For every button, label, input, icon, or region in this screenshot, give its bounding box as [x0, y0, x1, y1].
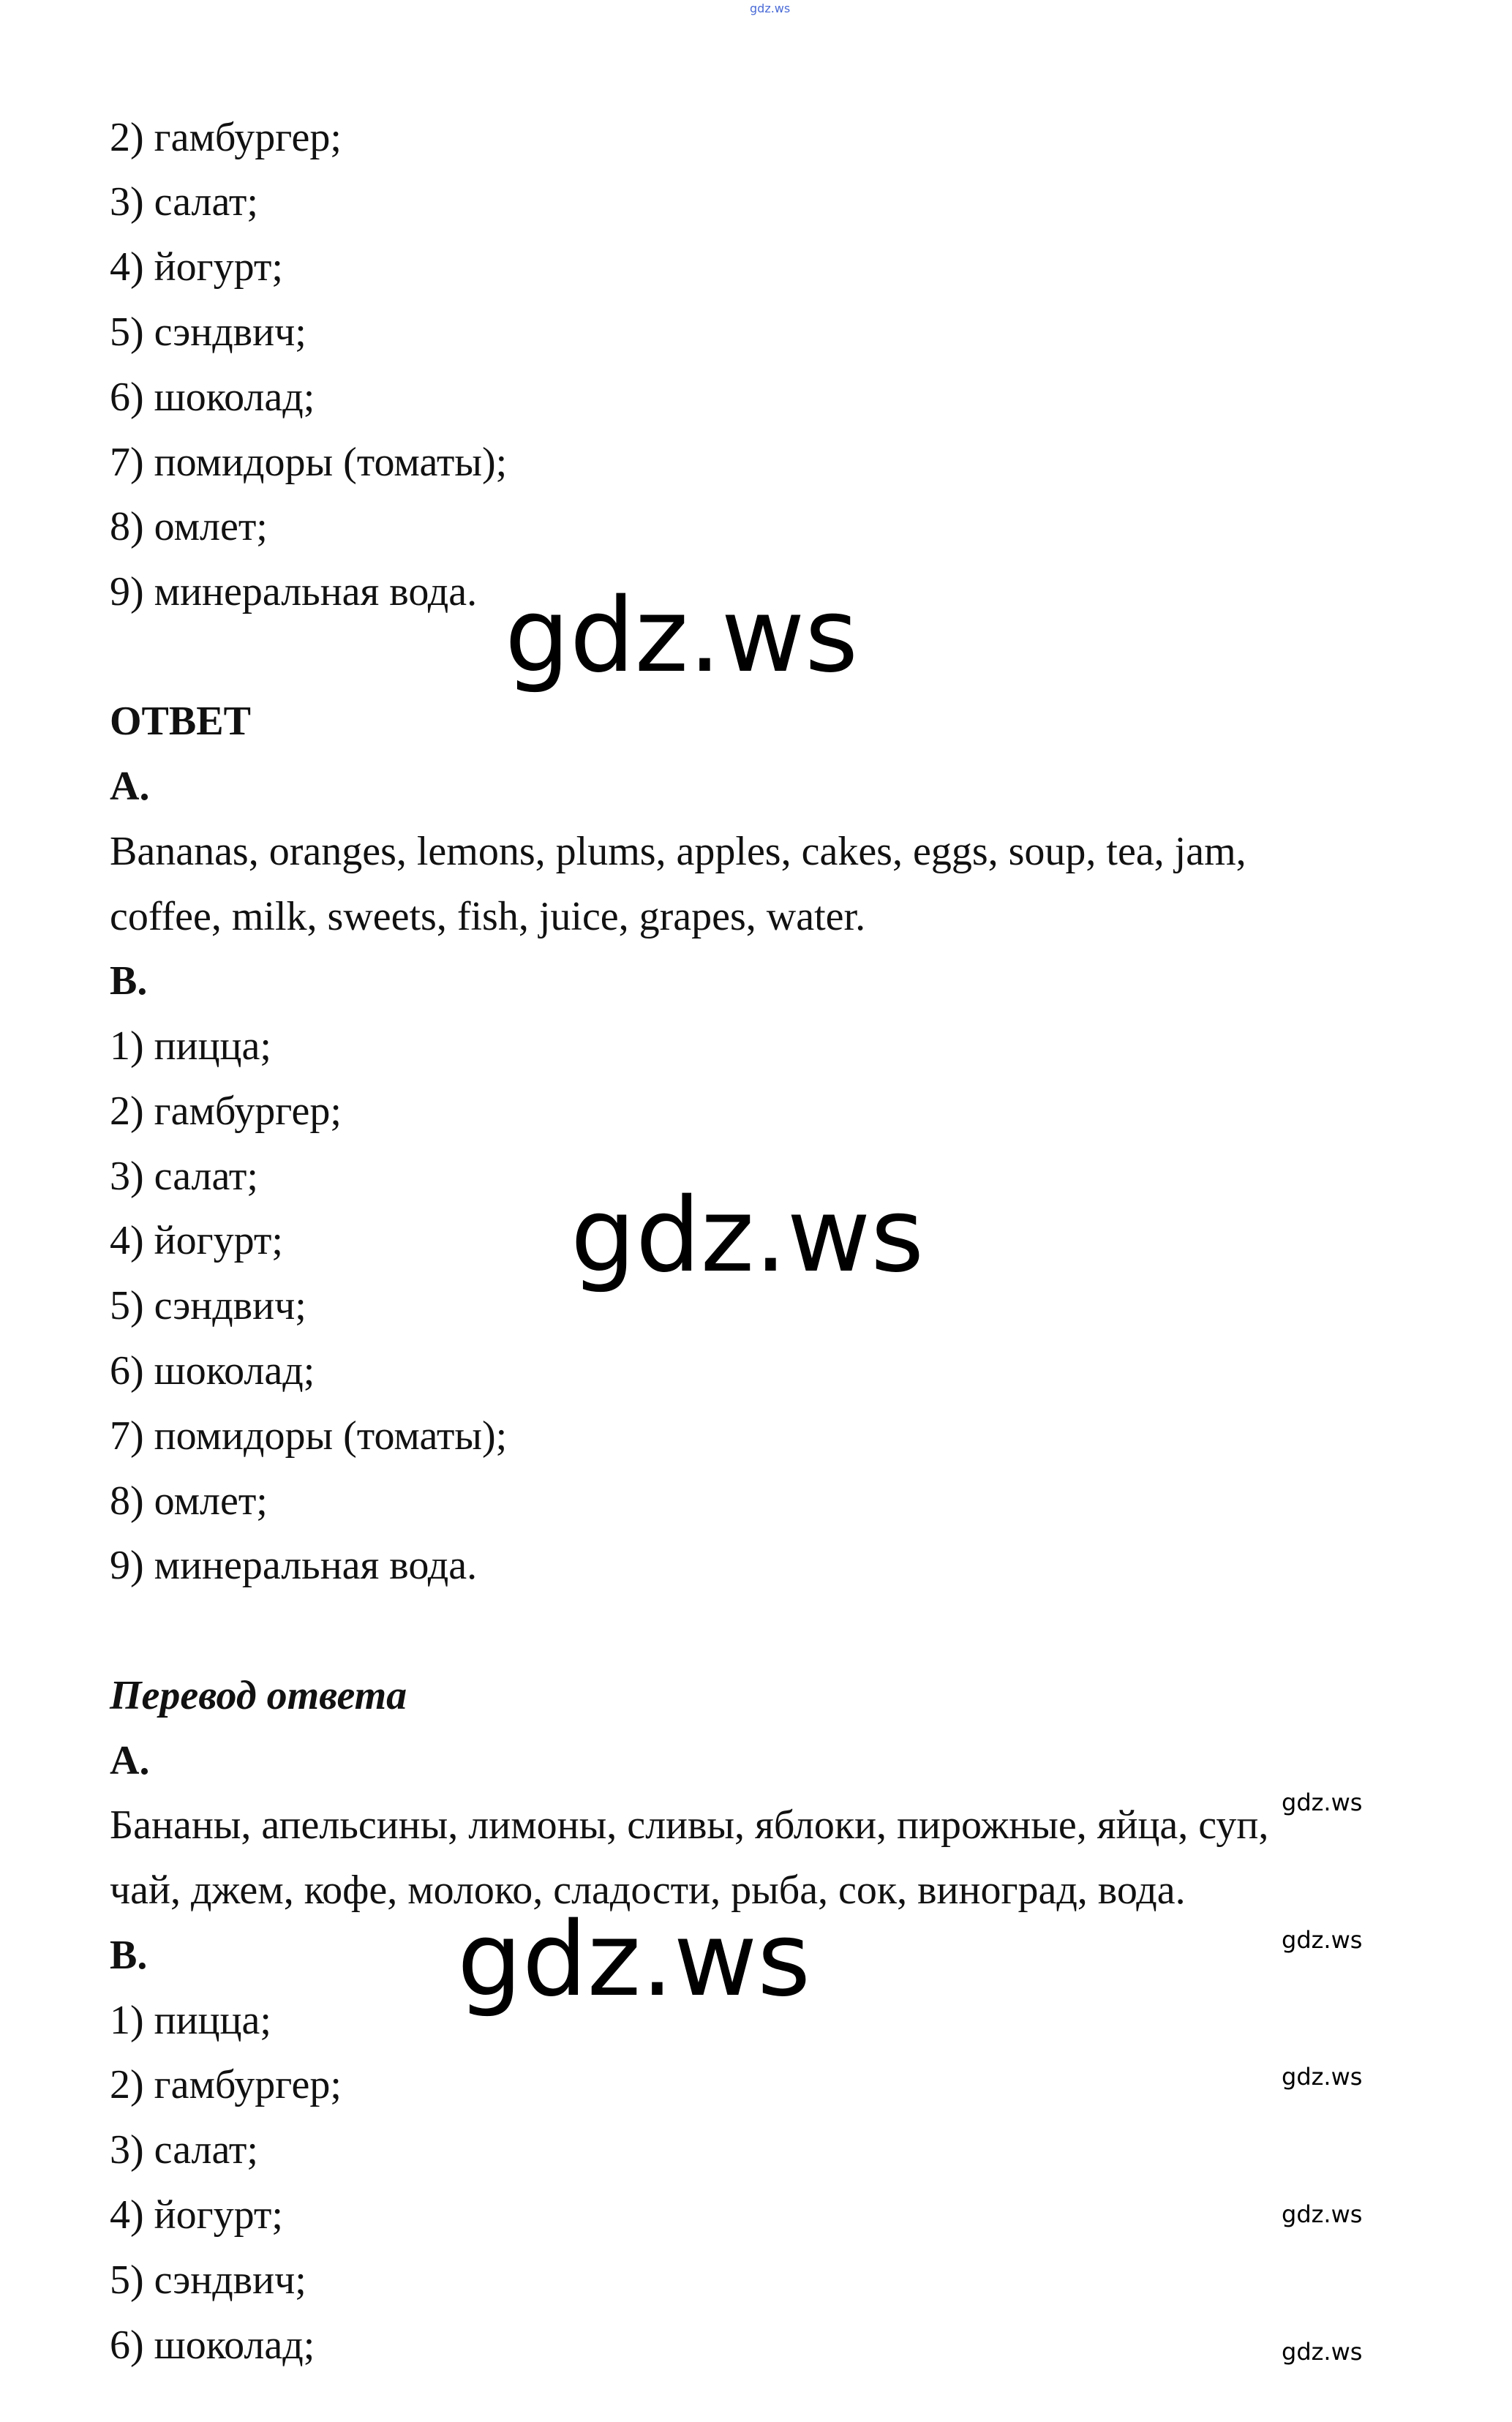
- answer-list-item: 6) шоколад;: [110, 1348, 315, 1394]
- watermark-large: gdz.ws: [457, 1900, 811, 2020]
- answer-section-a-text: Bananas, oranges, lemons, plums, apples, cakes, eggs, soup, tea, jam,: [110, 829, 1246, 874]
- intro-item: 2) гамбургер;: [110, 115, 342, 160]
- translation-list-item: 3) салат;: [110, 2127, 258, 2173]
- watermark-large: gdz.ws: [571, 1176, 925, 1295]
- translation-list-item: 2) гамбургер;: [110, 2062, 342, 2107]
- answer-section-a-label: A.: [110, 764, 150, 809]
- answer-list-item: 1) пицца;: [110, 1023, 271, 1069]
- answer-section-b-label: B.: [110, 958, 148, 1004]
- answer-list-item: 9) минеральная вода.: [110, 1543, 478, 1588]
- intro-item: 9) минеральная вода.: [110, 569, 478, 614]
- intro-item: 7) помидоры (томаты);: [110, 440, 508, 485]
- watermark-small: gdz.ws: [1282, 1789, 1363, 1816]
- intro-item: 6) шоколад;: [110, 375, 315, 420]
- intro-item: 3) салат;: [110, 179, 258, 225]
- translation-list-item: 1) пицца;: [110, 1998, 271, 2043]
- answer-list-item: 2) гамбургер;: [110, 1088, 342, 1134]
- watermark-small: gdz.ws: [1282, 1926, 1363, 1954]
- translation-list-item: 6) шоколад;: [110, 2323, 315, 2368]
- answer-list-item: 5) сэндвич;: [110, 1283, 306, 1328]
- answer-list-item: 7) помидоры (томаты);: [110, 1413, 508, 1459]
- intro-item: 8) омлет;: [110, 504, 268, 549]
- answer-heading: ОТВЕТ: [110, 699, 251, 744]
- top-watermark: gdz.ws: [750, 1, 791, 15]
- translation-section-b-label: B.: [110, 1933, 148, 1978]
- translation-list-item: 4) йогурт;: [110, 2192, 283, 2238]
- answer-section-a-text: coffee, milk, sweets, fish, juice, grapes, water.: [110, 894, 866, 939]
- translation-heading: Перевод ответа: [110, 1673, 407, 1718]
- answer-list-item: 4) йогурт;: [110, 1218, 283, 1263]
- translation-section-a-text: Бананы, апельсины, лимоны, сливы, яблоки, пирожные, яйца, суп,: [110, 1802, 1269, 1848]
- watermark-small: gdz.ws: [1282, 2200, 1363, 2228]
- intro-item: 4) йогурт;: [110, 244, 283, 290]
- watermark-small: gdz.ws: [1282, 2063, 1363, 2091]
- watermark-large: gdz.ws: [505, 576, 859, 696]
- translation-section-a-label: A.: [110, 1738, 150, 1783]
- translation-section-a-text: чай, джем, кофе, молоко, сладости, рыба, сок, виноград, вода.: [110, 1868, 1186, 1913]
- translation-list-item: 5) сэндвич;: [110, 2257, 306, 2303]
- answer-list-item: 3) салат;: [110, 1154, 258, 1199]
- answer-list-item: 8) омлет;: [110, 1478, 268, 1524]
- watermark-small: gdz.ws: [1282, 2338, 1363, 2366]
- intro-item: 5) сэндвич;: [110, 309, 306, 355]
